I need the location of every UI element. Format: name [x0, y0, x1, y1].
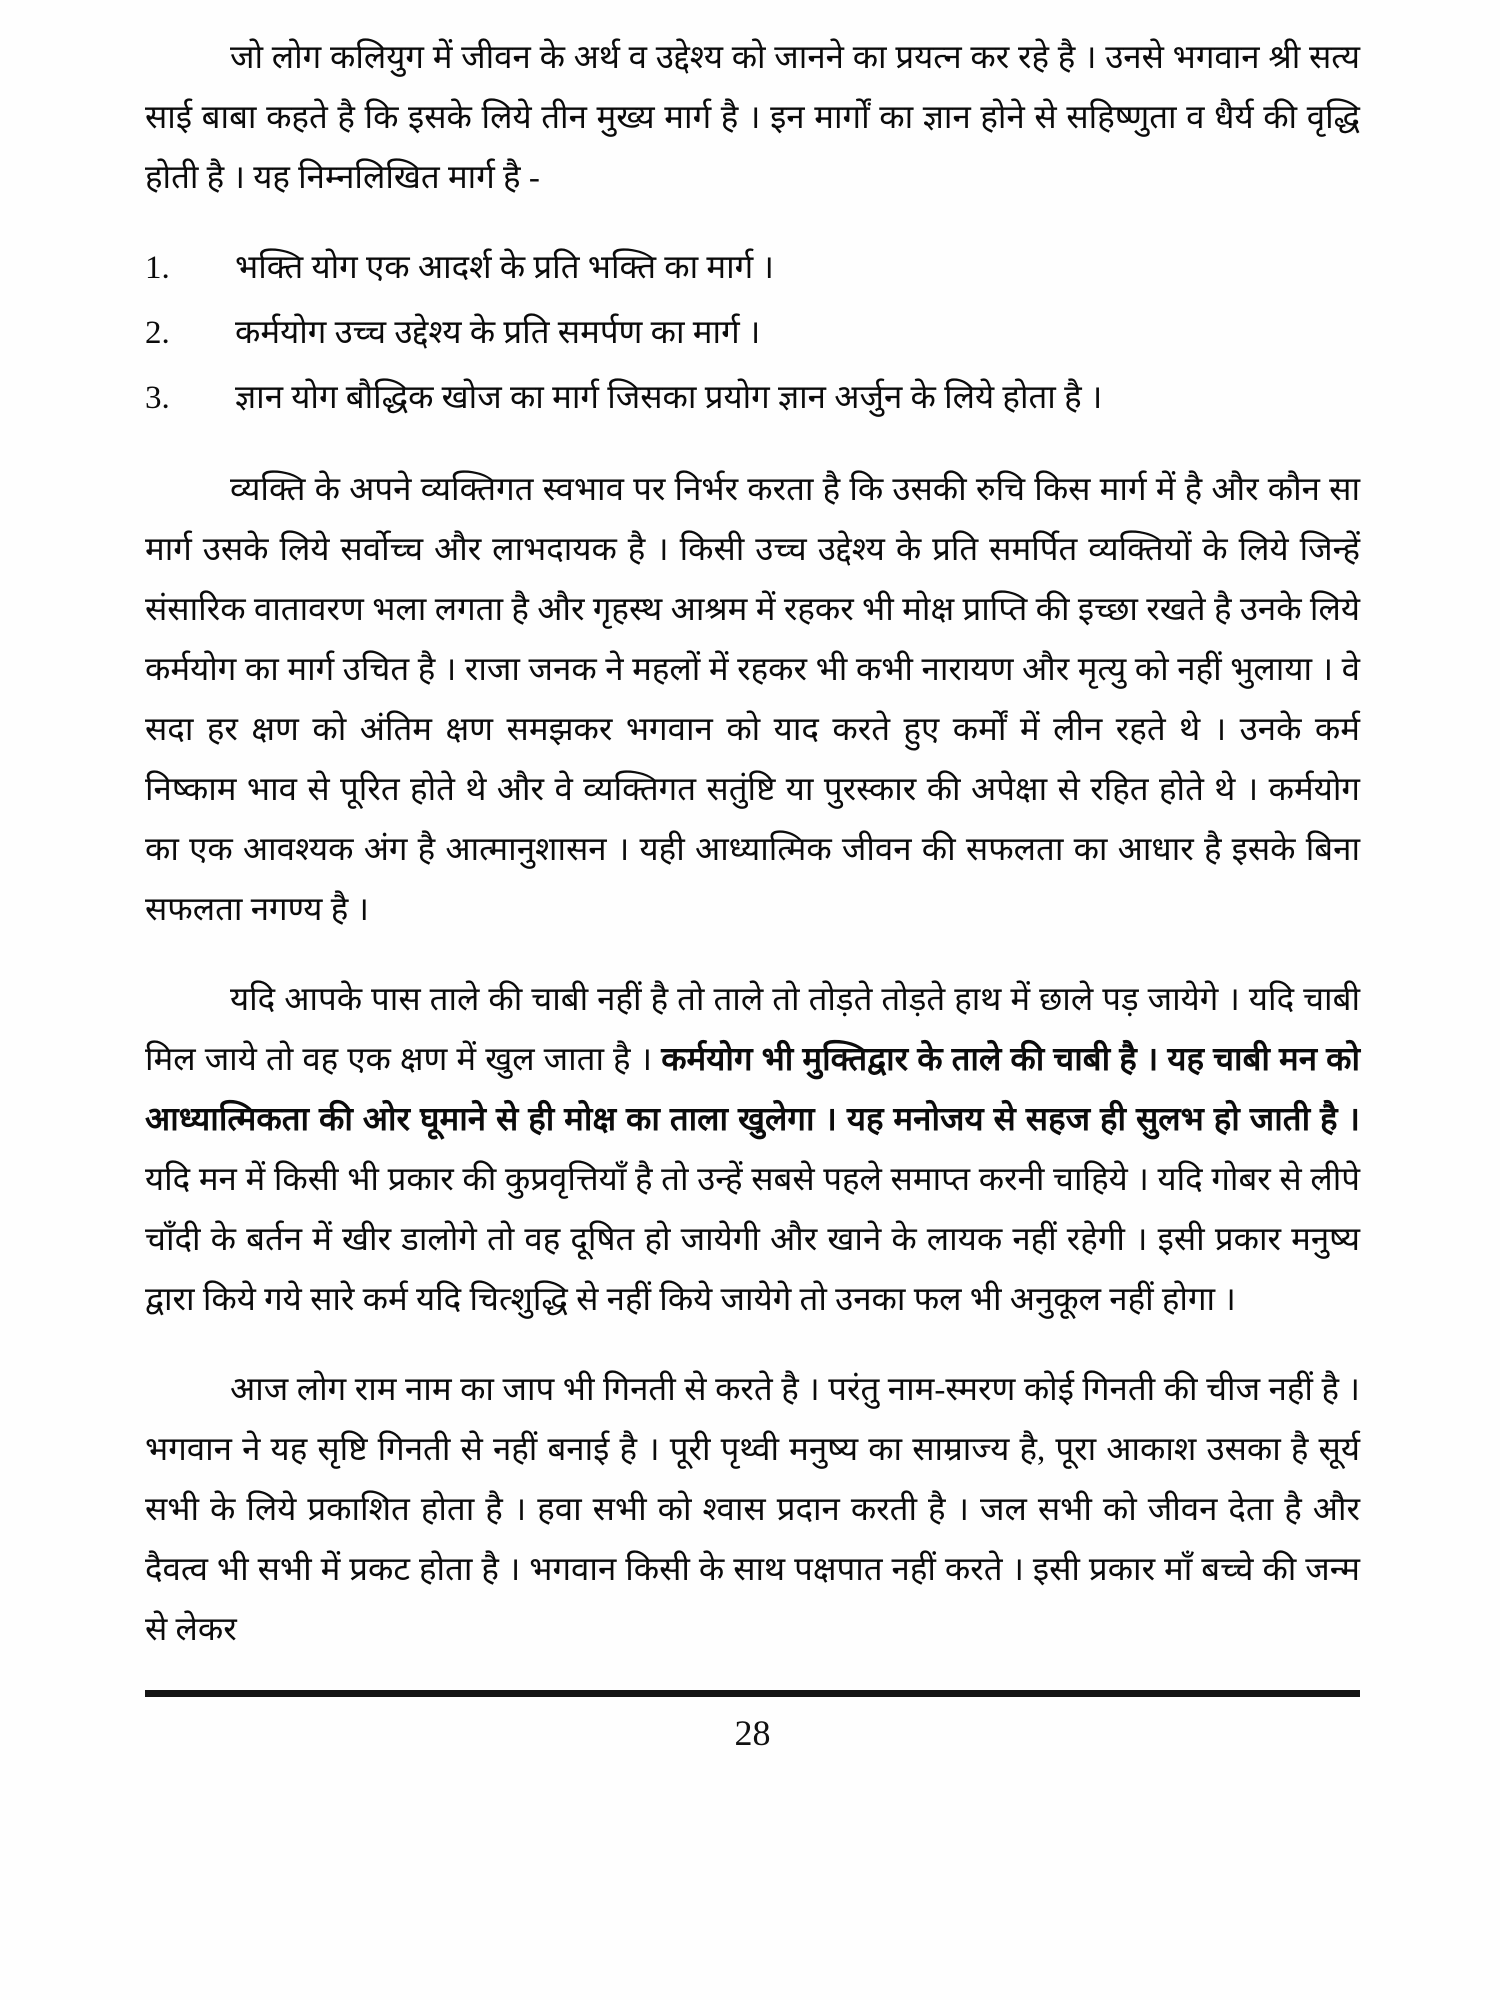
paths-list — [145, 238, 1360, 428]
list-item-number: 1. — [145, 250, 170, 286]
list-item-jnana-yoga — [145, 368, 1360, 428]
paragraph-intro: जो लोग कलियुग में जीवन के अर्थ व उद्देश्य को जानने का प्रयत्न कर रहे है । उनसे भगवान श्री सत्य साई बाबा कहते है कि इसके लिये तीन मुख्य मार्ग है । इन मार्गों का ज्ञान होने से सहिष्णुता व धैर्य की वृद्धि होती है । यह निम्नलिखित मार्ग है - — [145, 40, 1360, 196]
list-item-text: भक्ति योग एक आदर्श के प्रति भक्ति का मार्ग । — [235, 250, 775, 286]
paragraph-naam-smaran: आज लोग राम नाम का जाप भी गिनती से करते है । परंतु नाम-स्मरण कोई गिनती की चीज नहीं है । भगवान ने यह सृष्टि गिनती से नहीं बनाई है । पूरी पृथ्वी मनुष्य का साम्राज्य है, पूरा आकाश उसका है सूर्य सभी के लिये प्रकाशित होता है । हवा सभी को श्वास प्रदान करती है । जल सभी को जीवन देता है और दैवत्व भी सभी में प्रकट होता है । भगवान किसी के साथ पक्षपात नहीं करते । इसी प्रकार माँ बच्चे की जन्म से लेकर — [145, 1372, 1360, 1648]
paragraph-key-lock-run-1: यदि आपके पास ताले की चाबी नहीं है तो ताले तो तोड़ते तोड़ते हाथ में छाले पड़ जायेगे । यदि चाबी मिल जाये तो वह एक क्षण में खुल जाता है । — [145, 982, 1360, 1078]
page-number: 28 — [734, 1713, 771, 1753]
list-item-bhakti-yoga — [145, 238, 1360, 298]
footer-rule — [145, 1690, 1360, 1697]
list-item-text: ज्ञान योग बौद्धिक खोज का मार्ग जिसका प्रयोग ज्ञान अर्जुन के लिये होता है । — [235, 380, 1103, 416]
paragraph-key-lock — [145, 970, 1360, 1330]
list-item-karma-yoga — [145, 303, 1360, 363]
paragraph-key-lock-run-bold: कर्मयोग भी मुक्तिद्वार के ताले की चाबी है । यह चाबी मन को आध्यात्मिकता की ओर घूमाने से ही मोक्ष का ताला खुलेगा । यह मनोजय से सहज ही सुलभ हो जाती है । — [145, 1042, 1360, 1138]
list-item-text: कर्मयोग उच्च उद्देश्य के प्रति समर्पण का मार्ग । — [235, 315, 761, 351]
paragraph-karmayoga: व्यक्ति के अपने व्यक्तिगत स्वभाव पर निर्भर करता है कि उसकी रुचि किस मार्ग में है और कौन सा मार्ग उसके लिये सर्वोच्च और लाभदायक है । किसी उच्च उद्देश्य के प्रति समर्पित व्यक्तियों के लिये जिन्हें संसारिक वातावरण भला लगता है और गृहस्थ आश्रम में रहकर भी मोक्ष प्राप्ति की इच्छा रखते है उनके लिये कर्मयोग का मार्ग उचित है । राजा जनक ने महलों में रहकर भी कभी नारायण और मृत्यु को नहीं भुलाया । वे सदा हर क्षण को अंतिम क्षण समझकर भगवान को याद करते हुए कर्मों में लीन रहते थे । उनके कर्म निष्काम भाव से पूरित होते थे और वे व्यक्तिगत सतुंष्टि या पुरस्कार की अपेक्षा से रहित होते थे । कर्मयोग का एक आवश्यक अंग है आत्मानुशासन । यही आध्यात्मिक जीवन की सफलता का आधार है इसके बिना सफलता नगण्य है । — [145, 472, 1360, 928]
list-item-number: 3. — [145, 380, 170, 416]
list-item-number: 2. — [145, 315, 170, 351]
paragraph-key-lock-run-3: यदि मन में किसी भी प्रकार की कुप्रवृत्तियाँ है तो उन्हें सबसे पहले समाप्त करनी चाहिये । यदि गोबर से लीपे चाँदी के बर्तन में खीर डालोगे तो वह दूषित हो जायेगी और खाने के लायक नहीं रहेगी । इसी प्रकार मनुष्य द्वारा किये गये सारे कर्म यदि चित्शुद्धि से नहीं किये जायेगे तो उनका फल भी अनुकूल नहीं होगा । — [145, 1162, 1360, 1318]
